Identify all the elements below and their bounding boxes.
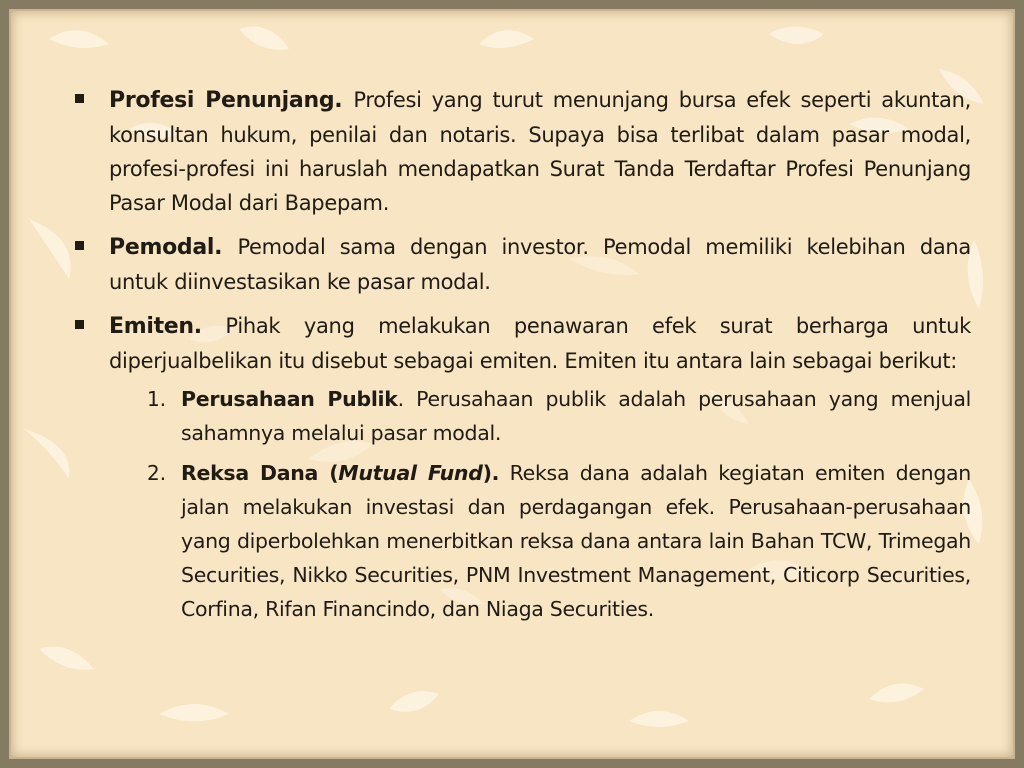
- numbered-item: [147, 382, 971, 450]
- numbered-text: Reksa dana adalah kegiatan emiten dengan jalan melakukan investasi dan perdagangan efek. Perusahaan-perusahaan yang diperbolehkan menerbitkan reksa dana antara lain Bahan TCW, Trimegah Securities, Nikko Securities, PNM Investment Management, Citicorp Securities, Corfina, Rifan Financindo, dan Niaga Securities.: [181, 461, 971, 621]
- bullet-paragraph: [109, 230, 971, 299]
- square-bullet-icon: [75, 94, 84, 103]
- bullet-item: [71, 309, 971, 626]
- slide-content: [71, 83, 971, 636]
- square-bullet-icon: [75, 320, 84, 329]
- bullet-term-punct: .: [334, 88, 354, 113]
- numbered-term: Perusahaan Publik: [181, 387, 398, 411]
- numbered-text: . Perusahaan publik adalah perusahaan yang menjual sahamnya melalui pasar modal.: [181, 387, 971, 445]
- bullet-text: Pihak yang melakukan penawaran efek surat berharga untuk diperjualbelikan itu disebut sebagai emiten. Emiten itu antara lain sebagai berikut:: [109, 314, 971, 373]
- bullet-text: Pemodal sama dengan investor. Pemodal memiliki kelebihan dana untuk diinvestasikan ke pasar modal.: [109, 235, 971, 294]
- numbered-sublist: [109, 382, 971, 626]
- numbered-term-italic: Mutual Fund: [338, 461, 483, 485]
- numbered-paragraph: [181, 456, 971, 626]
- bullet-item: [71, 83, 971, 220]
- item-number: 1.: [147, 387, 167, 411]
- square-bullet-icon: [75, 241, 84, 250]
- bullet-term: Emiten.: [109, 314, 202, 339]
- numbered-paragraph: [181, 382, 971, 450]
- bullet-paragraph: [109, 309, 971, 378]
- bullet-paragraph: [109, 83, 971, 220]
- bullet-item: [71, 230, 971, 299]
- bullet-term: Pemodal: [109, 235, 215, 260]
- numbered-term-prefix: Reksa Dana (: [181, 461, 339, 485]
- item-number: 2.: [147, 461, 167, 485]
- bullet-term-punct: .: [214, 235, 238, 260]
- bullet-term: Profesi Penunjang: [109, 88, 335, 113]
- numbered-item: [147, 456, 971, 626]
- numbered-term-suffix: ).: [482, 461, 500, 485]
- bullet-text: Profesi yang turut menunjang bursa efek seperti akuntan, konsultan hukum, penilai dan notaris. Supaya bisa terlibat dalam pasar modal, profesi-profesi ini haruslah mendapatkan Surat Tanda Terdaftar Profesi Penunjang Pasar Modal dari Bapepam.: [109, 88, 971, 215]
- bullet-term-punct: [202, 314, 226, 338]
